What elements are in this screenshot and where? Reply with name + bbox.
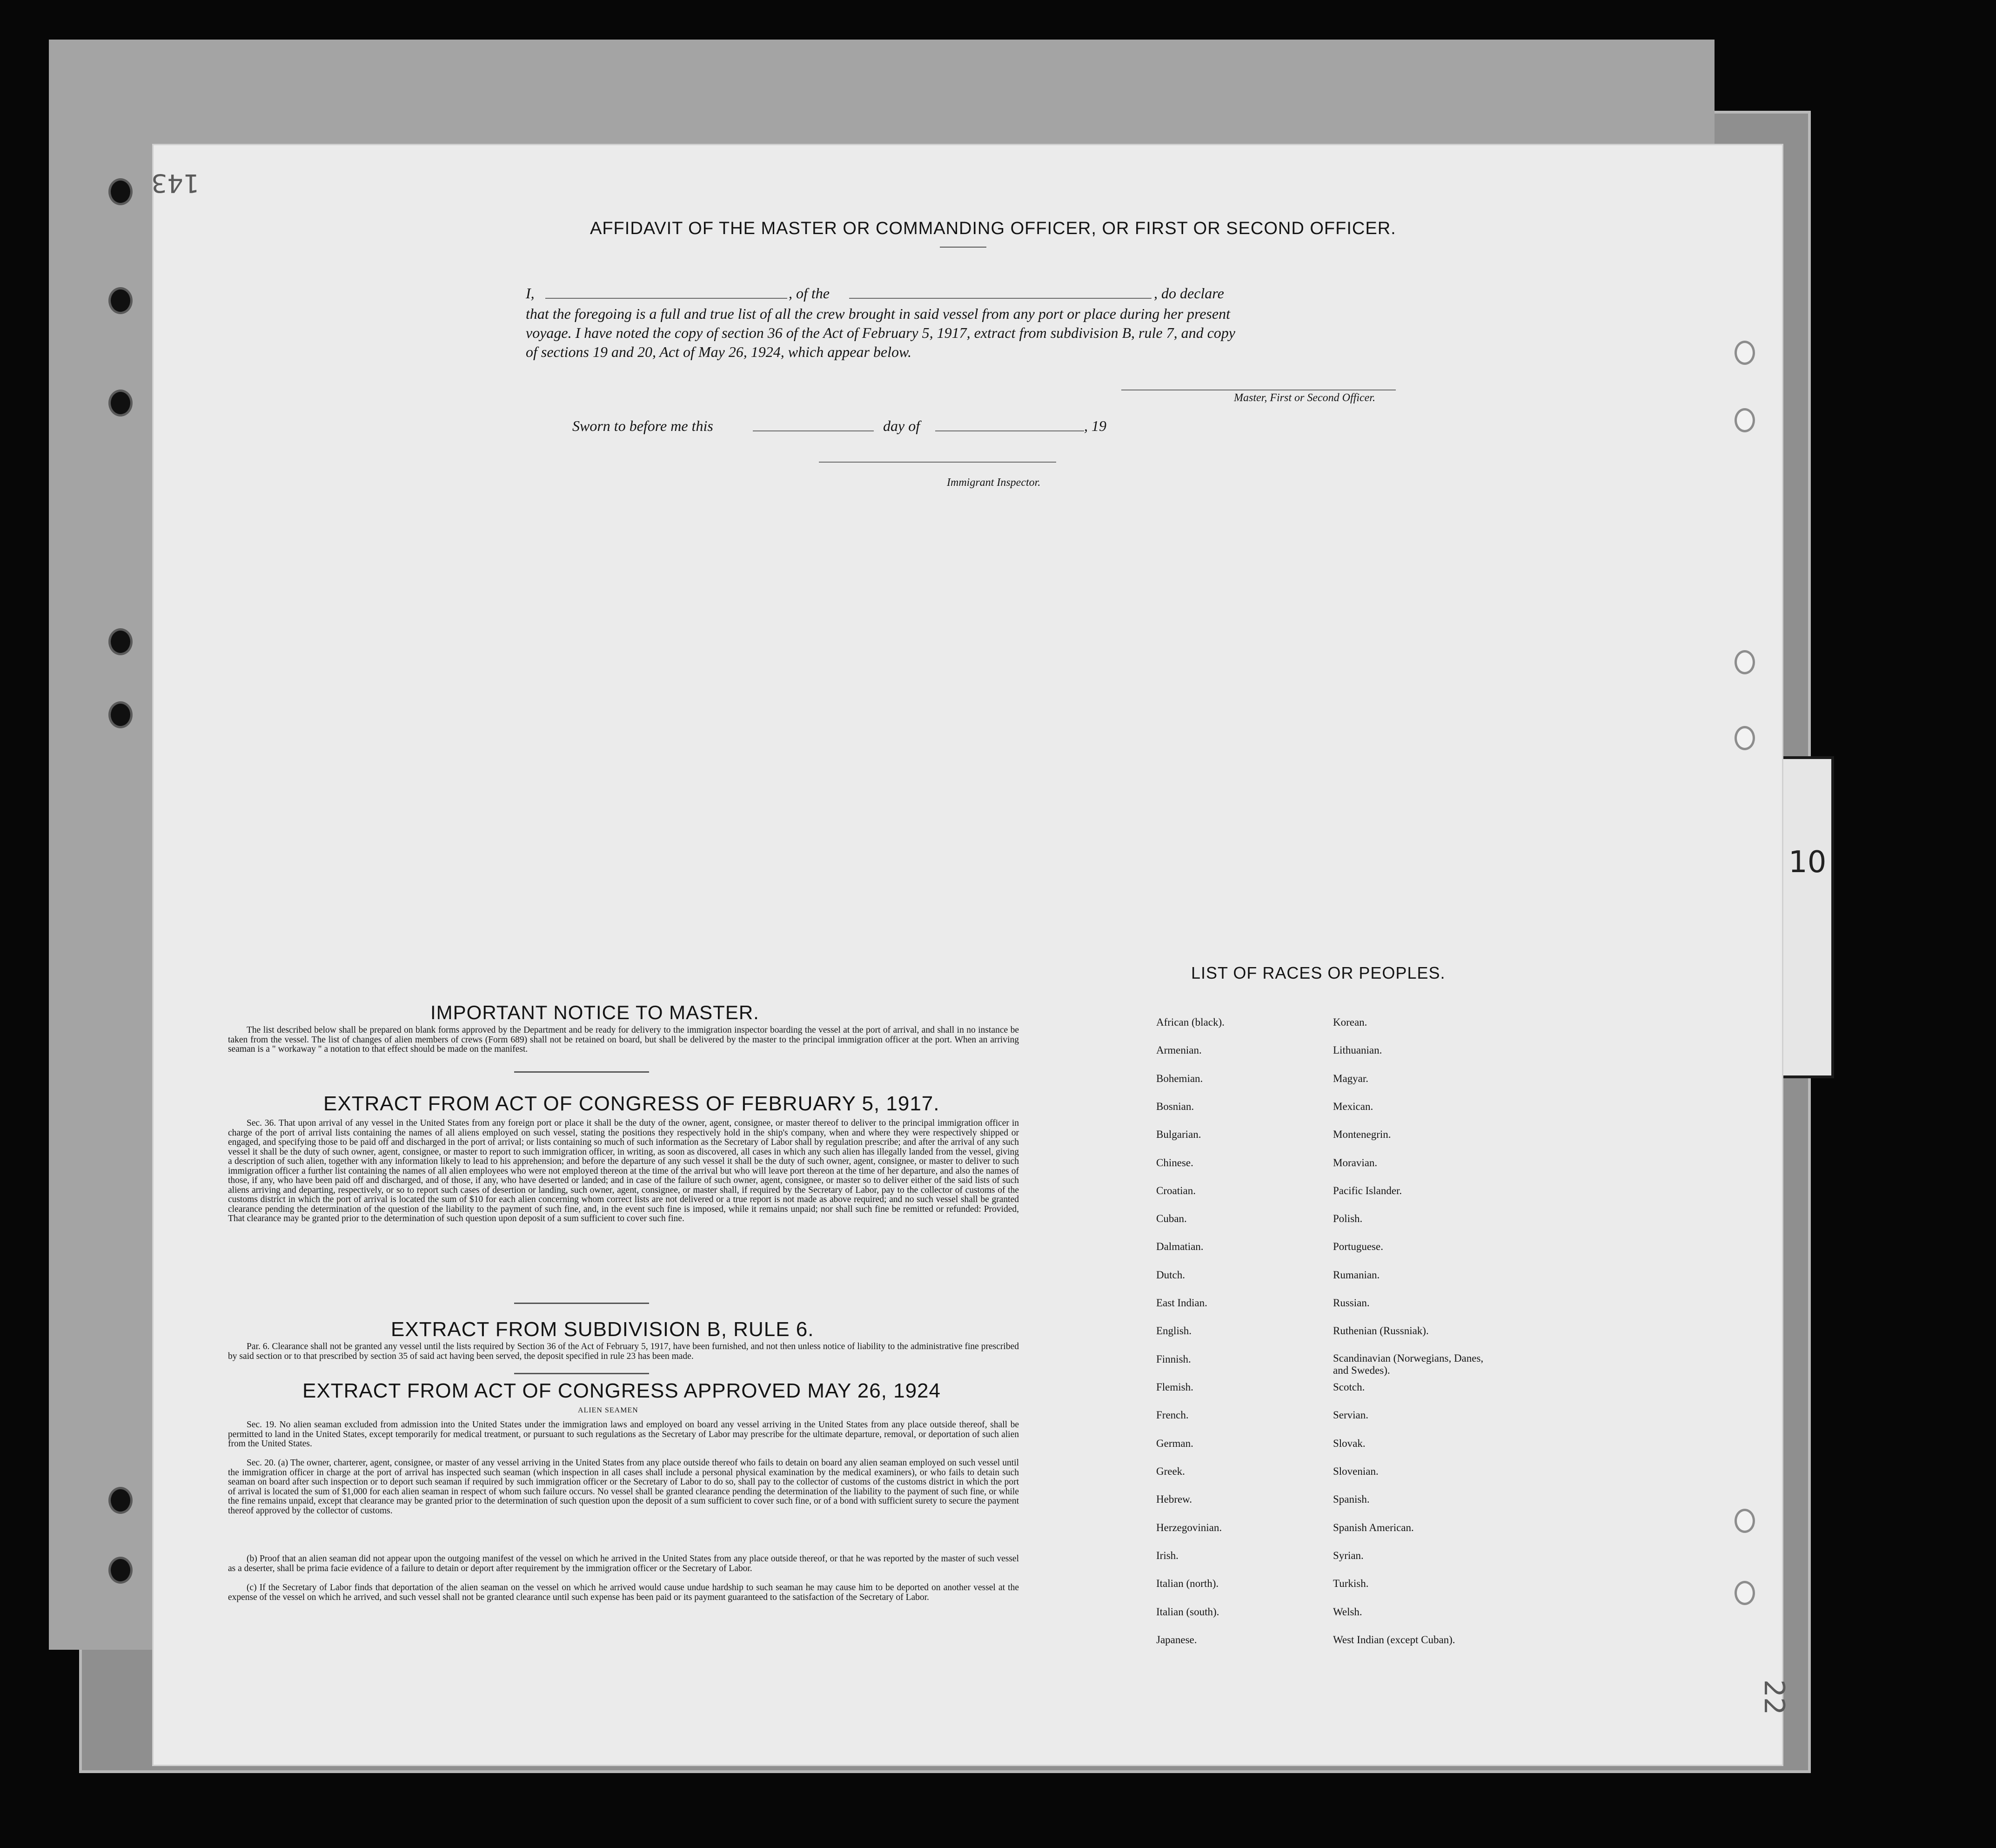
punch-hole — [111, 631, 130, 653]
affidavit-of-the: , of the — [789, 285, 830, 302]
name-field[interactable] — [545, 298, 787, 299]
year-label: , 19 — [1084, 417, 1106, 434]
alien-seamen-subheading: ALIEN SEAMEN — [578, 1406, 638, 1414]
ring-hole — [1735, 726, 1755, 750]
sec-20b-text: (b) Proof that an alien seaman did not appear upon the outgoing manifest of the vessel on which he arrived in the United States from any place outside thereof, or that he was reported by the master of such vessel as a deserter, shall be prima facie evidence of a failure to detain or deport after requirement by the immigration officer or the Secretary of Labor. — [228, 1554, 1019, 1573]
affidavit-form-page — [151, 145, 1791, 1765]
affidavit-line-3: voyage. I have noted the copy of section 36 of the Act of February 5, 1917, extract from subdivision B, rule 7, and copy — [526, 324, 1235, 341]
race-left-item: Bulgarian. — [1156, 1129, 1201, 1140]
ring-hole — [1735, 1581, 1755, 1605]
punch-hole — [111, 289, 130, 312]
race-right-item: Ruthenian (Russniak). — [1333, 1325, 1429, 1337]
extract-1924-heading: EXTRACT FROM ACT OF CONGRESS APPROVED MAY 26, 1924 — [302, 1379, 941, 1402]
inspector-signature-field[interactable] — [819, 462, 1056, 463]
race-right-item: Scotch. — [1333, 1381, 1365, 1393]
race-left-item: Flemish. — [1156, 1381, 1193, 1393]
race-right-item: Syrian. — [1333, 1550, 1364, 1561]
race-left-item: Dutch. — [1156, 1269, 1185, 1281]
race-left-item: Bohemian. — [1156, 1073, 1203, 1084]
sec-19-text: Sec. 19. No alien seaman excluded from admission into the United States under the immigration laws and employed on board any vessel arriving in the United States from any place outside thereof, shall be permitted to land in the United States, except temporarily for medical treatment, or pursuant to such regulations as the Secretary of Labor may prescribe for the ultimate departure, removal, or deportation of such alien from the United States. — [228, 1420, 1019, 1449]
extract-rule6-heading: EXTRACT FROM SUBDIVISION B, RULE 6. — [391, 1318, 814, 1341]
race-right-item: West Indian (except Cuban). — [1333, 1634, 1455, 1646]
ring-hole — [1735, 408, 1755, 432]
race-left-item: Chinese. — [1156, 1157, 1193, 1169]
divider — [940, 247, 986, 248]
race-left-item: English. — [1156, 1325, 1192, 1337]
extract-1917-text: Sec. 36. That upon arrival of any vessel in the United States from any foreign port or place it shall be the duty of the owner, agent, consignee, or master thereof to deliver to the principal immigration officer in charge of the port of arrival lists containing the names of all aliens employed on such vessel, stating the positions they respectively hold in the ship's company, when and where they were respectively shipped or engaged, and specifying those to be paid off and discharged in the port of arrival; or lists containing so much of such information as the Secretary of Labor shall by regulation prescribe; and after the arrival of any such vessel it shall be the duty of such owner, agent, consignee, or master to report to such immigration officer, in writing, as soon as discovered, all cases in which any such alien has illegally landed from the vessel, giving a description of such alien, together with any information likely to lead to his apprehension; and before the departure of any such vessel it shall be the duty of such owner, agent, consignee, or master to deliver to such immigration officer a further list containing the names of all alien employees who were not employed thereon at the time of the arrival but who will leave port thereon at the time of her departure, and also the names of those, if any, who have been paid off and discharged, and of those, if any, who have deserted or landed; and in case of the failure of such owner, agent, consignee, or master so to deliver either of the said lists of such aliens arriving and departing, respectively, or so to report such cases of desertion or landing, such owner, agent, consignee, or master shall, if required by the Secretary of Labor, pay to the collector of customs of the customs district in which the port of arrival is located the sum of $10 for each alien concerning whom correct lists are not delivered or a true report is not made as above required; and no such vessel shall be granted clearance pending the determination of the question of the liability to the payment of such fine, and, in the event such fine is imposed, while it remains unpaid; nor shall such fine be remitted or refunded: Provided, That clearance may be granted prior to the determination of such question upon deposit of a sum sufficient to cover such fine. — [228, 1118, 1019, 1223]
affidavit-i: I, — [526, 285, 535, 302]
race-right-item: Spanish. — [1333, 1493, 1370, 1505]
punch-hole — [111, 704, 130, 726]
divider — [514, 1303, 649, 1304]
race-left-item: Armenian. — [1156, 1044, 1202, 1056]
race-left-item: Cuban. — [1156, 1213, 1187, 1224]
punch-hole — [111, 1489, 130, 1512]
notice-text: The list described below shall be prepared on blank forms approved by the Department and be ready for delivery to the immigration inspector boarding the vessel at the port of arrival, and shall in no instance be taken from the vessel. The list of changes of alien members of crews (Form 689) shall not be retained on board, but shall be delivered by the master to the principal immigration officer at the port. When an arriving seaman is a " workaway " a notation to that effect should be made on the manifest. — [228, 1025, 1019, 1054]
race-left-item: African (black). — [1156, 1016, 1225, 1028]
race-right-item: Servian. — [1333, 1409, 1369, 1421]
master-caption: Master, First or Second Officer. — [1234, 392, 1375, 404]
binder-tab — [1777, 756, 1834, 1078]
race-right-item: Slovenian. — [1333, 1465, 1379, 1477]
race-right-item: Scandinavian (Norwegians, Danes, and Swedes). — [1333, 1352, 1484, 1376]
race-left-item: Finnish. — [1156, 1353, 1191, 1365]
races-heading: LIST OF RACES OR PEOPLES. — [1191, 963, 1446, 982]
sworn-day-field[interactable] — [753, 430, 874, 431]
race-right-item: Rumanian. — [1333, 1269, 1380, 1281]
affidavit-heading: AFFIDAVIT OF THE MASTER OR COMMANDING OFFICER, OR FIRST OR SECOND OFFICER. — [590, 219, 1396, 238]
affidavit-declare: , do declare — [1154, 285, 1224, 302]
race-right-item: Turkish. — [1333, 1578, 1369, 1589]
race-right-item: Moravian. — [1333, 1157, 1378, 1169]
race-right-item: Magyar. — [1333, 1073, 1369, 1084]
day-of-label: day of — [883, 417, 920, 434]
race-right-item: Mexican. — [1333, 1101, 1373, 1112]
race-right-item: Russian. — [1333, 1297, 1370, 1309]
ring-hole — [1735, 1509, 1755, 1533]
race-left-item: Italian (south). — [1156, 1606, 1219, 1618]
race-right-item: Spanish American. — [1333, 1522, 1414, 1533]
race-right-item: Korean. — [1333, 1016, 1367, 1028]
race-right-item: Polish. — [1333, 1213, 1363, 1224]
extract-1917-heading: EXTRACT FROM ACT OF CONGRESS OF FEBRUARY 5, 1917. — [323, 1092, 940, 1115]
divider — [514, 1071, 649, 1073]
sec-20c-text: (c) If the Secretary of Labor finds that deportation of the alien seaman on the vessel on which he arrived would cause undue hardship to such seaman he may cause him to be deported on another vessel at the expense of the vessel on which he arrived, and such vessel shall not be granted clearance until such expense has been paid or its payment guaranteed to the satisfaction of the Secretary of Labor. — [228, 1583, 1019, 1602]
race-right-item: Lithuanian. — [1333, 1044, 1382, 1056]
punch-hole — [111, 1559, 130, 1581]
race-left-item: Hebrew. — [1156, 1493, 1192, 1505]
race-left-item: Greek. — [1156, 1465, 1185, 1477]
corner-number: 143 — [151, 168, 200, 198]
race-left-item: German. — [1156, 1438, 1193, 1449]
race-right-item: Portuguese. — [1333, 1241, 1383, 1252]
sworn-month-field[interactable] — [935, 430, 1084, 431]
punch-hole — [111, 181, 130, 203]
race-right-item: Montenegrin. — [1333, 1129, 1391, 1140]
inspector-caption: Immigrant Inspector. — [947, 477, 1041, 489]
ring-hole — [1735, 341, 1755, 365]
ring-hole — [1735, 650, 1755, 674]
race-left-item: East Indian. — [1156, 1297, 1207, 1309]
sec-20a-text: Sec. 20. (a) The owner, charterer, agent, consignee, or master of any vessel arriving in the United States from any place outside thereof who fails to detain on board any alien seaman employed on such vessel until the immigration officer in charge at the port of arrival has inspected such seaman (which inspection in all cases shall include a personal physical examination by the medical examiners), or who fails to detain such seaman on board after such inspection or to deport such seaman if required by such immigration officer or the Secretary of Labor to do so, shall pay to the collector of customs of the customs district in which the port of arrival is located the sum of $1,000 for each alien seaman in respect of whom such failure occurs. No vessel shall be granted clearance pending the determination of the liability to the payment of such fine, or while the fine remains unpaid, except that clearance may be granted prior to the determination of such question upon the deposit of a sum sufficient to cover such fine, or of a bond with sufficient surety to secure the payment thereof approved by the collector of customs. — [228, 1458, 1019, 1516]
divider — [514, 1373, 649, 1374]
notice-heading: IMPORTANT NOTICE TO MASTER. — [430, 1001, 759, 1023]
race-left-item: Bosnian. — [1156, 1101, 1194, 1112]
race-left-item: Croatian. — [1156, 1185, 1196, 1196]
race-left-item: Herzegovinian. — [1156, 1522, 1222, 1533]
extract-rule6-text: Par. 6. Clearance shall not be granted any vessel until the lists required by Section 36 of the Act of February 5, 1917, have been furnished, and not then unless notice of liability to the administrative fine prescribed by said section or to that prescribed by section 35 of said act having been served, the deposit specified in rule 23 has been made. — [228, 1342, 1019, 1361]
page-number: 22 — [1758, 1679, 1791, 1715]
race-right-item: Pacific Islander. — [1333, 1185, 1402, 1196]
affidavit-line-4: of sections 19 and 20, Act of May 26, 1924, which appear below. — [526, 343, 911, 360]
sworn-label: Sworn to before me this — [572, 417, 713, 434]
race-right-item: Welsh. — [1333, 1606, 1362, 1618]
punch-hole — [111, 392, 130, 414]
race-left-item: French. — [1156, 1409, 1189, 1421]
race-right-item: Slovak. — [1333, 1438, 1366, 1449]
race-left-item: Japanese. — [1156, 1634, 1197, 1646]
tab-handwritten-digit: 10 — [1788, 845, 1827, 880]
race-left-item: Irish. — [1156, 1550, 1179, 1561]
affidavit-line-2: that the foregoing is a full and true list of all the crew brought in said vessel from any port or place during her present — [526, 305, 1230, 322]
race-left-item: Italian (north). — [1156, 1578, 1219, 1589]
vessel-field[interactable] — [849, 298, 1152, 299]
race-left-item: Dalmatian. — [1156, 1241, 1204, 1252]
